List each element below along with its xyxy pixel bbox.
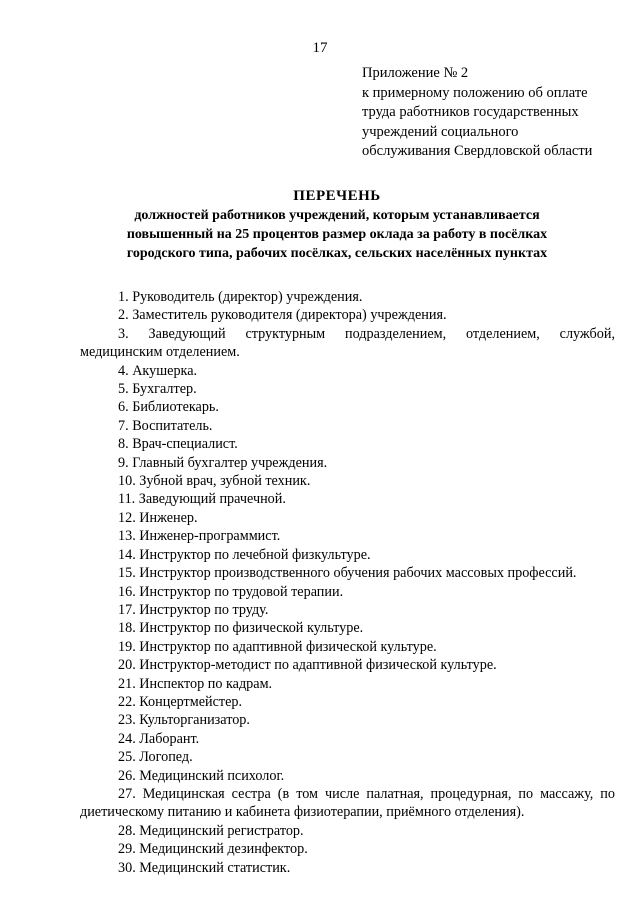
list-item: 3. Заведующий структурным подразделением, отделением, службой, медицинским отделением. [80, 325, 615, 361]
appendix-line: труда работников государственных [362, 104, 579, 120]
appendix-line: учреждений социального [362, 123, 519, 140]
list-item: 5. Бухгалтер. [118, 381, 197, 398]
list-item: 22. Концертмейстер. [118, 693, 243, 710]
list-item: 2. Заместитель руководителя (директора) учреждения. [118, 307, 447, 324]
appendix-line: к примерному положению об оплате [362, 84, 588, 101]
list-item: 21. Инспектор по кадрам. [118, 675, 273, 692]
list-item: 29. Медицинский дезинфектор. [118, 841, 308, 858]
list-item: 14. Инструктор по лечебной физкультуре. [118, 546, 371, 563]
list-item: 7. Воспитатель. [118, 417, 213, 434]
list-item: 4. Акушерка. [118, 362, 198, 379]
list-item: 19. Инструктор по адаптивной физической культуре. [118, 638, 437, 655]
appendix-note [362, 64, 624, 162]
positions-list [80, 288, 615, 877]
document-subtitle-line: городского типа, рабочих посёлках, сельских населённых пунктах [126, 246, 548, 261]
list-item: 9. Главный бухгалтер учреждения. [118, 454, 328, 471]
list-item: 17. Инструктор по труду. [118, 601, 269, 618]
list-item: 11. Заведующий прачечной. [118, 491, 286, 508]
list-item: 13. Инженер-программист. [118, 528, 281, 545]
document-subtitle-line: должностей работников учреждений, которым устанавливается [134, 208, 540, 223]
list-item: 25. Логопед. [118, 749, 193, 766]
list-item: 24. Лаборант. [118, 730, 200, 747]
list-item: 12. Инженер. [118, 509, 198, 526]
list-item: 10. Зубной врач, зубной техник. [118, 473, 311, 490]
page-number: 17 [312, 40, 328, 56]
list-item: 27. Медицинская сестра (в том числе палатная, процедурная, по массажу, по диетическому питанию и кабинета физиотерапии, приёмного отделения). [80, 785, 615, 821]
list-item: 18. Инструктор по физической культуре. [118, 620, 364, 637]
document-subtitle-line: повышенный на 25 процентов размер оклада за работу в посёлках [126, 227, 548, 242]
document-title: ПЕРЕЧЕНЬ [293, 188, 381, 204]
list-item: 6. Библиотекарь. [118, 399, 219, 416]
list-item: 16. Инструктор по трудовой терапии. [118, 583, 344, 600]
list-item: 28. Медицинский регистратор. [118, 822, 304, 839]
list-item: 26. Медицинский психолог. [118, 767, 285, 784]
list-item: 1. Руководитель (директор) учреждения. [118, 289, 363, 305]
list-item: 23. Культорганизатор. [118, 712, 250, 729]
list-item: 8. Врач-специалист. [118, 436, 238, 453]
appendix-line: обслуживания Свердловской области [362, 143, 593, 159]
appendix-line: Приложение № 2 [362, 65, 469, 81]
title-block [76, 186, 598, 263]
list-item: 20. Инструктор-методист по адаптивной физической культуре. [118, 657, 497, 674]
list-item: 15. Инструктор производственного обучения рабочих массовых профессий. [118, 565, 577, 582]
list-item: 30. Медицинский статистик. [118, 859, 291, 876]
